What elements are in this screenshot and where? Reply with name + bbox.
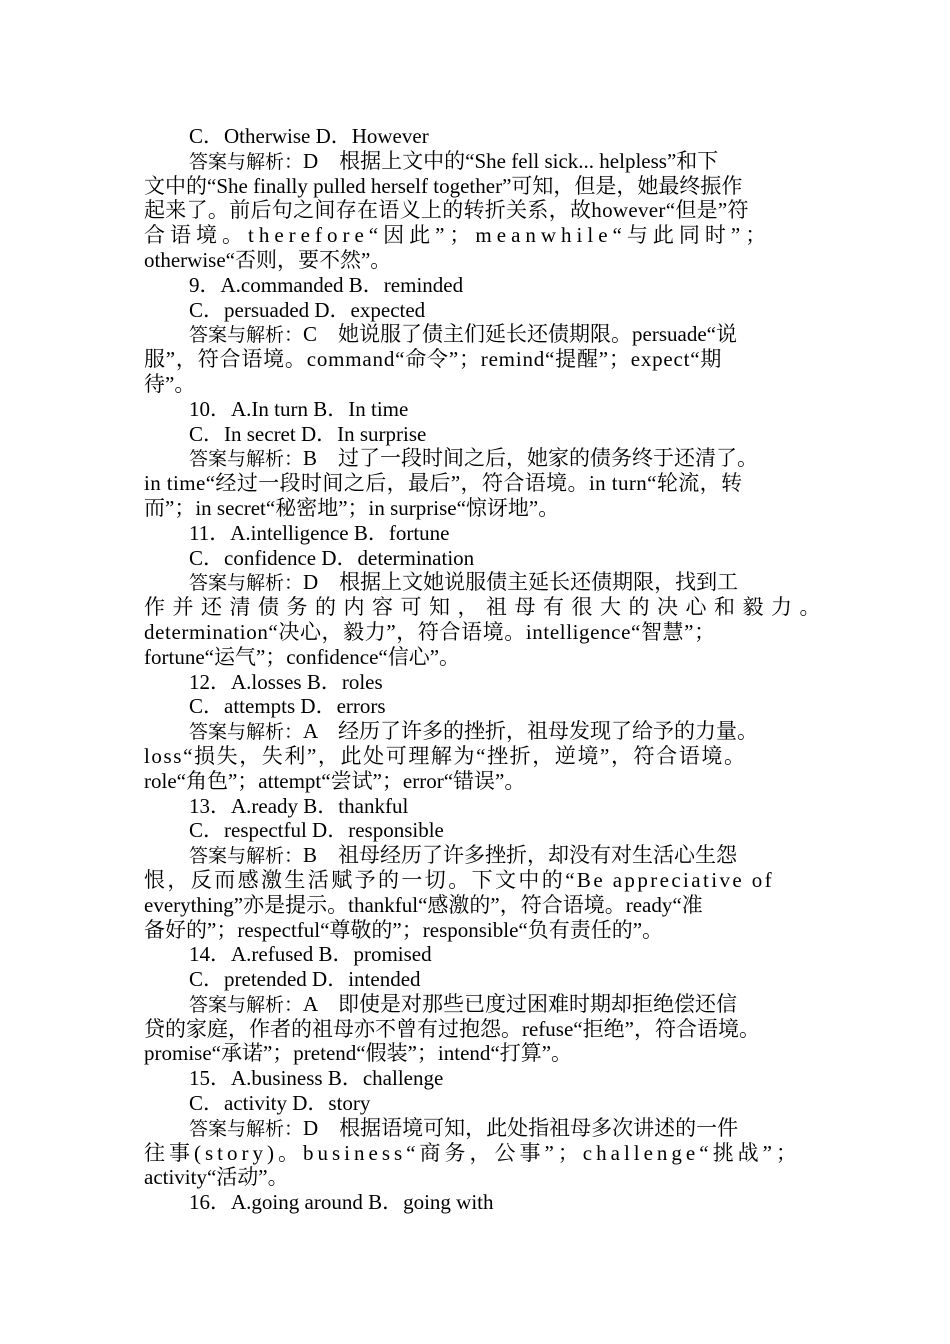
q10-explanation-line: 答案与解析：B 过了一段时间之后，她家的债务终于还清了。 bbox=[189, 446, 759, 471]
q14-options-ab: 14．A.refused B．promised bbox=[189, 942, 432, 967]
q11-explanation-line: fortune“运气”；confidence“信心”。 bbox=[144, 644, 461, 669]
q15-options-cd: C．activity D．story bbox=[189, 1091, 371, 1116]
q12-explanation-line: role“角色”；attempt“尝试”；error“错误”。 bbox=[144, 768, 526, 793]
answer-label: 答案与解析： bbox=[189, 572, 304, 595]
q11-explanation-line: determination“决心，毅力”，符合语境。intelligence“智慧”； bbox=[144, 619, 716, 644]
q13-options-ab: 13．A.ready B．thankful bbox=[189, 793, 409, 818]
q12-explanation-line: loss“损失，失利”，此处可理解为“挫折，逆境”，符合语境。 bbox=[144, 743, 747, 768]
answer-label: 答案与解析： bbox=[189, 721, 304, 744]
q13-options-cd: C．respectful D．responsible bbox=[189, 818, 444, 843]
q8-explanation-line: 答案与解析：D 根据上文中的“She fell sick... helpless”和下 bbox=[189, 148, 719, 173]
q9-options-ab: 9．A.commanded B．reminded bbox=[189, 272, 464, 297]
q8-explanation-line: 合语境。therefore“因此”；meanwhile“与此同时”； bbox=[144, 223, 772, 248]
q13-explanation-line: everything”亦是提示。thankful“感激的”，符合语境。ready“准 bbox=[144, 892, 703, 917]
q12-options-ab: 12．A.losses B．roles bbox=[189, 669, 383, 694]
q9-explanation-line: 待”。 bbox=[144, 371, 196, 396]
q8-explanation-line: otherwise“否则，要不然”。 bbox=[144, 247, 392, 272]
q15-explanation-line: 答案与解析：D 根据语境可知，此处指祖母多次讲述的一件 bbox=[189, 1115, 739, 1140]
q13-explanation-line: 备好的”；respectful“尊敬的”；responsible“负有责任的”。 bbox=[144, 917, 664, 942]
q10-explanation-line: in time“经过一段时间之后，最后”，符合语境。in turn“轮流，转 bbox=[144, 471, 743, 496]
q13-explanation-line: 恨，反而感激生活赋予的一切。下文中的“Be appreciative of bbox=[144, 867, 775, 892]
answer-label: 答案与解析： bbox=[189, 150, 304, 173]
q8-explanation-line: 起来了。前后句之间存在语义上的转折关系，故however“但是”符 bbox=[144, 198, 749, 223]
q14-explanation-line: 贷的家庭，作者的祖母亦不曾有过抱怨。refuse“拒绝”，符合语境。 bbox=[144, 1016, 760, 1041]
q14-explanation-line: promise“承诺”；pretend“假装”；intend“打算”。 bbox=[144, 1041, 573, 1066]
answer-label: 答案与解析： bbox=[189, 324, 304, 347]
q11-options-ab: 11．A.intelligence B．fortune bbox=[189, 520, 450, 545]
answer-label: 答案与解析： bbox=[189, 448, 304, 471]
q15-explanation-line: 往事(story)。business“商务，公事”；challenge“挑战”； bbox=[144, 1140, 801, 1165]
answer-label: 答案与解析： bbox=[189, 993, 304, 1016]
q14-options-cd: C．pretended D．intended bbox=[189, 967, 421, 992]
q10-options-cd: C．In secret D．In surprise bbox=[189, 421, 427, 446]
q15-explanation-line: activity“活动”。 bbox=[144, 1165, 289, 1190]
q12-explanation-line: 答案与解析：A 经历了许多的挫折，祖母发现了给予的力量。 bbox=[189, 719, 759, 744]
q14-explanation-line: 答案与解析：A 即使是对那些已度过困难时期却拒绝偿还信 bbox=[189, 991, 738, 1016]
q8-options-cd: C．Otherwise D．However bbox=[189, 124, 429, 148]
q15-options-ab: 15．A.business B．challenge bbox=[189, 1066, 444, 1091]
answer-key-page bbox=[144, 124, 828, 1215]
q12-options-cd: C．attempts D．errors bbox=[189, 694, 386, 719]
q9-options-cd: C．persuaded D．expected bbox=[189, 297, 426, 322]
q13-explanation-line: 答案与解析：B 祖母经历了许多挫折，却没有对生活心生怨 bbox=[189, 843, 738, 868]
answer-label: 答案与解析： bbox=[189, 845, 304, 868]
q11-explanation-line: 答案与解析：D 根据上文她说服债主延长还债期限，找到工 bbox=[189, 570, 739, 595]
q11-explanation-line: 作并还清债务的内容可知，祖母有很大的决心和毅力。 bbox=[144, 595, 828, 620]
q9-explanation-line: 服”，符合语境。command“命令”；remind“提醒”；expect“期 bbox=[144, 347, 723, 372]
q11-options-cd: C．confidence D．determination bbox=[189, 545, 475, 570]
q10-explanation-line: 而”；in secret“秘密地”；in surprise“惊讶地”。 bbox=[144, 495, 560, 520]
answer-label: 答案与解析： bbox=[189, 1117, 304, 1140]
q16-options-ab: 16．A.going around B．going with bbox=[189, 1190, 494, 1215]
q9-explanation-line: 答案与解析：C 她说服了债主们延长还债期限。persuade“说 bbox=[189, 322, 737, 347]
q10-options-ab: 10．A.In turn B．In time bbox=[189, 396, 409, 421]
q8-explanation-line: 文中的“She finally pulled herself together”可知，但是，她最终振作 bbox=[144, 173, 743, 198]
